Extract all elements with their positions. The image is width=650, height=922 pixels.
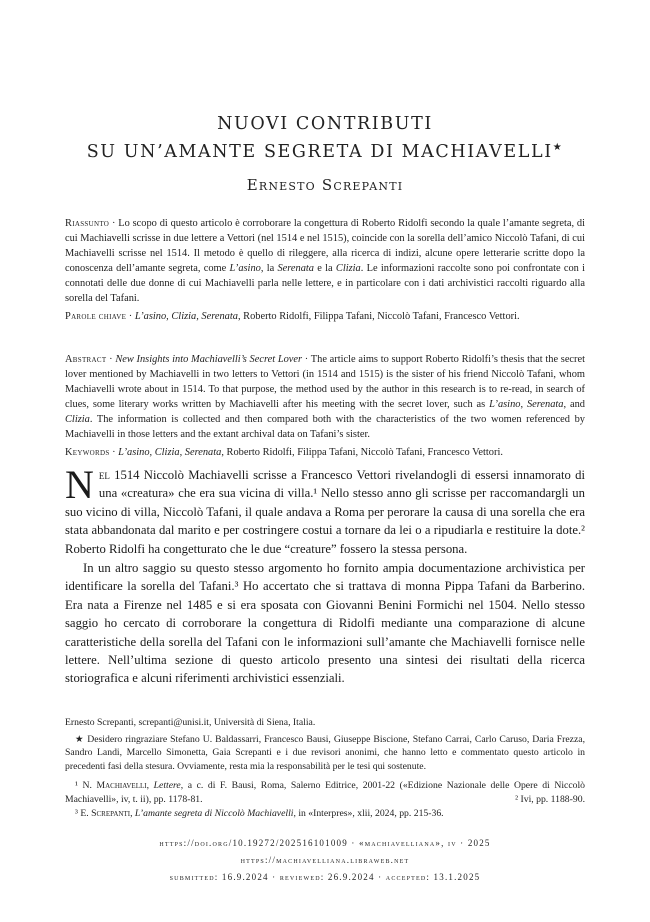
riassunto-end: . Le informazioni raccolte sono poi confrontate con i connotati delle due donne di cui Machiavelli parla nelle lettere, e in particolare con i dati archivistici raccolti riguardo alla sorella del Tafani. <box>65 263 585 304</box>
abstract-block: Abstract · New Insights into Machiavelli’s Secret Lover · The article aims to support Roberto Ridolfi’s thesis that the secret lover mentioned by Machiavelli in two letters to Vettori (in 1514 and 1515) is the sister of his friend Niccolò Tafani, whom Machiavelli wrote about in 1514. To that purpose, the method used by the author in this research is to re-read, in search of clues, some literary works written by Machiavelli after his meeting with the secret lover, such as L’asino, Serenata, and Clizia. The information is collected and then compared both with the characteristics of the two women referenced by Machiavelli in those letters and the extant archival data on Tafani’s sister. Keywords · L’asino, Clizia, Serenata, Roberto Ridolfi, Filippa Tafani, Niccolò Tafani, Francesco Vettori. <box>65 354 586 458</box>
article-title-line2 <box>0 142 650 162</box>
abstract-text: The article aims to support Roberto Ridolfi’s thesis that the secret lover mentioned by Machiavelli in two letters to Vettori (in 1514 and 1515) is the sister of his friend Niccolò Tafani, whom Machiavelli wrote about in 1514. To that purpose, the method used by the author in this research is to re-read, in search of clues, some literary works written by Machiavelli after his meeting with the secret lover, such as <box>65 354 586 410</box>
abstract-end: . The information is collected and then compared both with the characteristics of the two women referenced by Machiavelli in those letters and the extant archival data on Tafani’s sister. <box>65 414 585 440</box>
keywords: Keywords · L’asino, Clizia, Serenata, Roberto Ridolfi, Filippa Tafani, Niccolò Tafani, Francesco Vettori. <box>65 447 503 458</box>
footnote-1-author: N. Machiavelli <box>82 780 147 792</box>
riassunto-work-2: Serenata <box>277 263 315 274</box>
abstract-work-2: Serenata <box>526 399 564 410</box>
footnote-3-title: L’amante segreta di Niccolò Machiavelli <box>134 807 294 819</box>
title-line1-text: NUOVI CONTRIBUTI <box>217 114 433 134</box>
drop-cap: N <box>65 462 94 507</box>
footnote-3-author: E. Screpanti <box>80 807 131 819</box>
riassunto-text: Lo scopo di questo articolo è corroborare la congettura di Roberto Ridolfi secondo la quale l’amante segreta, di cui Machiavelli scrisse in due lettere a Vettori (nel 1514 e nel 1515), coincide con la sorella dell’amico Niccolò Tafani, di cui Machiavelli scrisse nel 1514. Il metodo è quello di rileggere, alla ricerca di indizi, alcune opere letterarie scritte dopo la conoscenza dell’amante segreta, come <box>65 218 585 274</box>
footer-doi[interactable]: https://doi.org/10.19272/202516101009 · «machiavelliana», iv · 2025 <box>159 838 491 848</box>
footnotes <box>65 716 585 820</box>
footnote-1-rest: , a c. di F. Bausi, Roma, Salerno Editrice, 2001-22 («Edizione Nazionale delle Opere di Niccolò Machiavelli», iv, t. ii), pp. 1178-81. <box>65 780 586 805</box>
footnote-3: ³ E. Screpanti, L’amante segreta di Niccolò Machiavelli, in «Interpres», xlii, 2024, pp. 215-36. <box>75 807 444 819</box>
keywords-italic: L’asino, Clizia, Serenata <box>118 447 222 458</box>
title-star-mark: ★ <box>552 142 564 154</box>
keywords-rest: , Roberto Ridolfi, Filippa Tafani, Niccolò Tafani, Francesco Vettori. <box>221 447 503 458</box>
footnote-3-number: ³ <box>75 807 78 819</box>
abstract-work-3: Clizia <box>65 414 90 425</box>
author-affiliation: Ernesto Screpanti, screpanti@unisi.it, Università di Siena, Italia. <box>65 717 316 728</box>
parole-italic: L’asino, Clizia, Serenata <box>134 311 238 322</box>
acknowledgements: ★ Desidero ringraziare Stefano U. Baldassarri, Francesco Bausi, Giuseppe Biscione, Stefano Carrai, Carlo Caruso, Daria Frezza, Sandro Landi, Marcello Simonetta, Gaia Screpanti e i due revisori anonimi, che hanno letto e commentato questo articolo in precedenti fasi della stesura. Ovviamente, resta mia la responsabilità per le tesi qui sostenute. <box>65 733 585 772</box>
footnote-1-number: ¹ <box>75 780 78 792</box>
article-title-line1 <box>0 114 650 134</box>
body-paragraph-2: In un altro saggio su questo stesso argomento ho fornito ampia documentazione archivistica per identificare la sorella del Tafani.³ Ho accertato che si trattava di monna Pippa Tafani da Barberino. Era nata a Firenze nel 1485 e si era sposata con Giovanni Benini Formichi nel 1504. Nello stesso saggio ho cercato di corroborare la congettura di Ridolfi mediante una comparazione di alcune caratteristiche della sorella del Tafani con le informazioni sull’amante che Machiavelli fornisce nelle lettere. Nell’ultima sezione di questo articolo presento una sintesi dei risultati della ricerca storiografica e alcuni riferimenti archivistici essenziali. <box>65 561 585 686</box>
footnote-3-rest: , in «Interpres», xlii, 2024, pp. 215-36. <box>293 807 444 819</box>
abstract-sep-2: , and <box>563 399 585 410</box>
riassunto-sep-2: e la <box>314 263 336 274</box>
lead-word: el <box>98 468 110 482</box>
footnote-1-title: Lettere <box>153 780 181 792</box>
footnote-2: ² Ivi, pp. 1188-90. <box>515 793 585 805</box>
title-line2-text: SU UN’AMANTE SEGRETA DI MACHIAVELLI <box>86 142 553 162</box>
parole-label: Parole chiave <box>65 311 127 322</box>
article-body <box>65 462 585 688</box>
keywords-label: Keywords <box>65 447 110 458</box>
footnote-1: ¹ N. Machiavelli, Lettere, a c. di F. Bausi, Roma, Salerno Editrice, 2001-22 («Edizione Nazionale delle Opere di Niccolò Machiavelli», iv, t. ii), pp. 1178-81. ² Ivi, pp. 1188-90. <box>65 780 586 805</box>
article-author: Ernesto Screpanti <box>246 176 404 194</box>
abstract-work-1: L’asino <box>489 399 521 410</box>
riassunto-work-1: L’asino <box>229 263 261 274</box>
abstract-subtitle: New Insights into Machiavelli’s Secret Lover <box>115 354 303 365</box>
riassunto-work-3: Clizia <box>335 263 361 274</box>
body-paragraph-1 <box>65 462 585 558</box>
parole-chiave: Parole chiave · L’asino, Clizia, Serenata, Roberto Ridolfi, Filippa Tafani, Niccolò Tafani, Francesco Vettori. <box>65 311 520 322</box>
footer-url[interactable]: https://machiavelliana.libraweb.net <box>240 855 410 865</box>
abstract-sep-1: , <box>520 399 527 410</box>
paragraph-1-text: 1514 Niccolò Machiavelli scrisse a Francesco Vettori rivelandogli di essersi innamorato di una «creatura» che era sua vicina di villa.¹ Nello stesso anno gli scrisse per raccomandargli un suo vicino di villa, Niccolò Tafani, il quale andava a Roma per perorare la causa di una sorella che era stata abbandonata dal marito e per costringere costui a tornare da lei o a ripudiarla e restituire la dote.² Roberto Ridolfi ha congetturato che le due “creature” fossero la stessa persona. <box>65 468 585 556</box>
parole-rest: , Roberto Ridolfi, Filippa Tafani, Niccolò Tafani, Francesco Vettori. <box>237 311 520 322</box>
riassunto-block: Riassunto · Lo scopo di questo articolo è corroborare la congettura di Roberto Ridolfi secondo la quale l’amante segreta, di cui Machiavelli scrisse in due lettere a Vettori (nel 1514 e nel 1515), coincide con la sorella dell’amico Niccolò Tafani, di cui Machiavelli scrisse nel 1514. Il metodo è quello di rileggere, alla ricerca di indizi, alcune opere letterarie scritte dopo la conoscenza dell’amante segreta, come L’asino, la Serenata e la Clizia. Le informazioni raccolte sono poi confrontate con i connotati delle due donne di cui Machiavelli parla nelle lettere, e in particolare con i dati archivistici raccolti riguardo alla sorella del Tafani. Parole chiave · L’asino, Clizia, Serenata, Roberto Ridolfi, Filippa Tafani, Niccolò Tafani, Francesco Vettori. <box>65 218 585 322</box>
riassunto-sep-1: , la <box>260 263 278 274</box>
abstract-label: Abstract <box>65 354 107 365</box>
footer-dates: submitted: 16.9.2024 · reviewed: 26.9.2024 · accepted: 13.1.2025 <box>169 872 481 882</box>
riassunto-label: Riassunto <box>65 218 110 229</box>
